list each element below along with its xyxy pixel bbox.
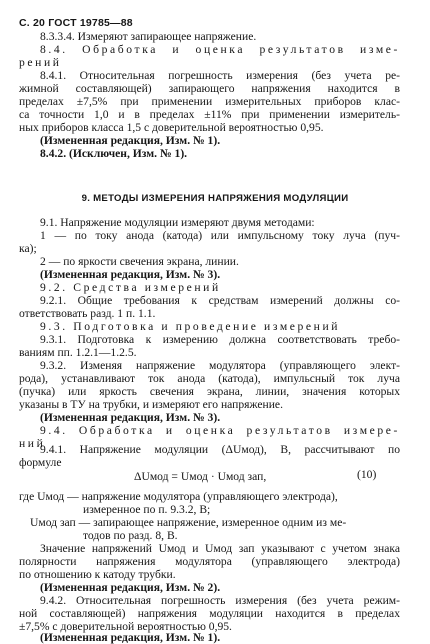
text-line: указаны в ТУ на трубки, и измеряют его напряжение. xyxy=(19,398,283,411)
subsection-heading: 9.4. Обработка и оценка результатов измере- xyxy=(40,424,400,437)
page-header: С. 20 ГОСТ 19785—88 xyxy=(19,17,133,29)
definition-line: Uмод зап — запирающее напряжение, измеренное одним из ме- xyxy=(30,516,347,529)
section-title: 9. МЕТОДЫ ИЗМЕРЕНИЯ НАПРЯЖЕНИЯ МОДУЛЯЦИИ xyxy=(81,193,349,204)
text-line: 9.4.2. Относительная погрешность измерения (без учета режим- xyxy=(40,594,400,607)
text-line: ных приборов класса 1,5 с доверительной вероятностью 0,95. xyxy=(19,121,324,134)
definition-line: где Uмод — напряжение модулятора (управляющего электрода), xyxy=(19,490,338,503)
subsection-heading: 9.2. Средства измерений xyxy=(40,281,221,294)
text-line: (пучка) или яркость свечения экрана, линии, значения которых xyxy=(19,385,400,398)
text-line: формуле xyxy=(19,456,62,469)
amendment-note: (Измененная редакция, Изм. № 1). xyxy=(40,631,221,644)
definition-line: измеренное по п. 9.3.2, В; xyxy=(83,503,211,516)
text-line: ной составляющей) напряжения модуляции находится в пределах xyxy=(19,607,400,620)
amendment-note: (Измененная редакция, Изм. № 1). xyxy=(40,134,221,147)
text-line: жимной составляющей) запирающего напряжения находится в xyxy=(19,82,400,95)
text-line: пределах ±7,5% при применении измерительных приборов клас- xyxy=(19,95,400,108)
text-line: са точности 1,0 и в пределах ±11% при применении измеритель- xyxy=(19,108,400,121)
amendment-note: 8.4.2. (Исключен, Изм. № 1). xyxy=(40,147,188,160)
subsection-heading: 8.4. Обработка и оценка результатов изме- xyxy=(40,43,400,56)
text-line: ответствовать разд. 1 п. 1.1. xyxy=(19,307,156,320)
subsection-heading: 9.3. Подготовка и проведение измерений xyxy=(40,320,341,333)
list-item: 1 — по току анода (катода) или импульсному току луча (пуч- xyxy=(40,229,400,242)
text-line: по отношению к катоду трубки. xyxy=(19,568,176,581)
formula-number: (10) xyxy=(357,468,377,481)
text-line: 8.4.1. Относительная погрешность измерения (без учета ре- xyxy=(40,69,400,82)
amendment-note: (Измененная редакция, Изм. № 2). xyxy=(40,581,221,594)
text-line: ±7,5% с доверительной вероятностью 0,95. xyxy=(19,620,232,633)
subsection-heading-cont: ний xyxy=(19,437,46,450)
definition-line: тодов по разд. 8, В. xyxy=(83,529,178,542)
text-line: 9.1. Напряжение модуляции измеряют двумя методами: xyxy=(40,216,315,229)
text-line: 9.3.1. Подготовка к измерению должна соответствовать требо- xyxy=(40,333,400,346)
text-line: полярности напряжения модулятора (управляющего электрода) xyxy=(19,555,400,568)
subsection-heading-cont: рений xyxy=(19,56,62,69)
text-line: 9.4.1. Напряжение модуляции (ΔUмод), В, рассчитывают по xyxy=(40,443,400,456)
list-item: 2 — по яркости свечения экрана, линии. xyxy=(40,255,239,268)
text-line: рода), устанавливают ток анода (катода), импульсный ток луча xyxy=(19,372,400,385)
text-line: Значение напряжений Uмод и Uмод зап указывают с учетом знака xyxy=(40,542,400,555)
text-line: ваниям пп. 1.2.1—1.2.5. xyxy=(19,346,137,359)
amendment-note: (Измененная редакция, Изм. № 3). xyxy=(40,268,221,281)
formula: ΔUмод = Uмод · Uмод зап, xyxy=(134,470,267,483)
amendment-note: (Измененная редакция, Изм. № 3). xyxy=(40,411,221,424)
list-item-cont: ка); xyxy=(19,242,37,255)
text-line: 8.3.3.4. Измеряют запирающее напряжение. xyxy=(40,30,257,43)
text-line: 9.2.1. Общие требования к средствам измерений должны со- xyxy=(40,294,400,307)
text-line: 9.3.2. Изменяя напряжение модулятора (управляющего элект- xyxy=(40,359,400,372)
